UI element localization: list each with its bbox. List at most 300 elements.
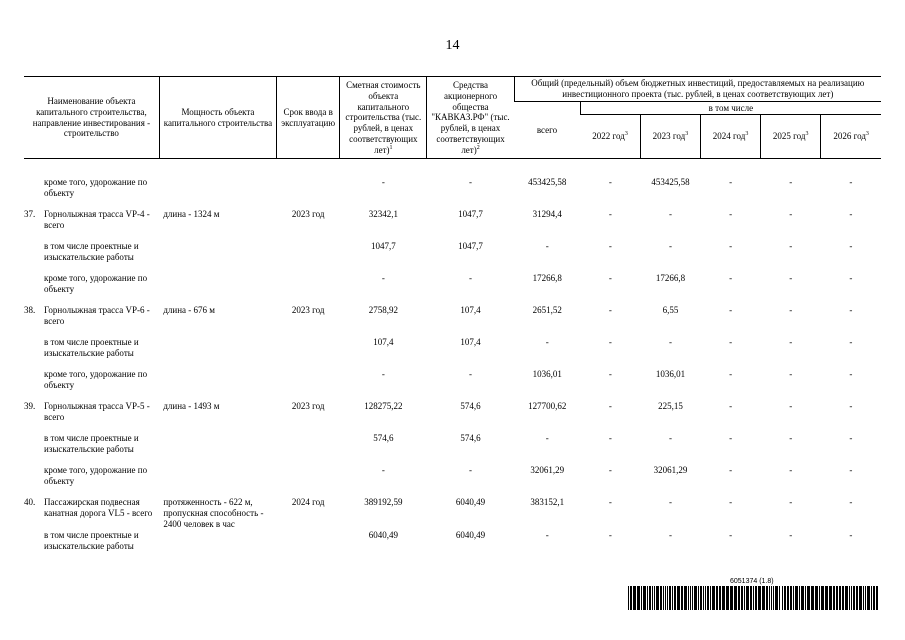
year-2024-cell: - bbox=[729, 401, 733, 412]
year-2025-cell: - bbox=[789, 305, 793, 316]
barcode-bar bbox=[790, 586, 792, 610]
barcode-bar bbox=[842, 586, 844, 610]
cost-cell: 389192,59 bbox=[364, 497, 403, 508]
capacity-cell bbox=[159, 530, 276, 562]
year-2024-cell: - bbox=[729, 529, 733, 540]
year-2022-cell: - bbox=[608, 177, 612, 188]
cost-cell: - bbox=[381, 273, 385, 284]
page-number: 14 bbox=[445, 38, 460, 53]
capacity-cell: длина - 676 м bbox=[163, 305, 215, 316]
year-2025-cell: - bbox=[789, 497, 793, 508]
capacity-cell: протяженность - 622 м, пропускная способность - 2400 человек в час bbox=[163, 497, 264, 529]
barcode-bar bbox=[845, 586, 848, 610]
cost-cell: - bbox=[381, 177, 385, 188]
table-row bbox=[24, 465, 881, 497]
barcode-bar bbox=[863, 586, 864, 610]
year-cell bbox=[277, 273, 340, 305]
year-2023-cell: 17266,8 bbox=[655, 273, 686, 284]
object-name: кроме того, удорожание по объекту bbox=[44, 369, 148, 391]
object-name-cell bbox=[24, 401, 159, 433]
year-2025-cell: - bbox=[789, 433, 793, 444]
object-name: в том числе проектные и изыскательские работы bbox=[44, 241, 139, 263]
year-cell bbox=[277, 530, 340, 562]
barcode-bar bbox=[738, 586, 740, 610]
barcode-bar bbox=[815, 586, 818, 610]
header-capacity: Мощность объекта капитального строительства bbox=[159, 77, 276, 159]
header-total-group: Общий (предельный) объем бюджетных инвестиций, предоставляемых на реализацию инвестиционного проекта (тыс. рублей, в ценах соответствующих лет) bbox=[514, 77, 881, 102]
year-2023-cell: - bbox=[668, 497, 672, 508]
year-2025-cell: - bbox=[789, 177, 793, 188]
header-year-2022 bbox=[580, 115, 640, 159]
barcode-bar bbox=[669, 586, 671, 610]
cost-cell: 1047,7 bbox=[370, 241, 396, 252]
header-year-2025 bbox=[761, 115, 821, 159]
table-row bbox=[24, 273, 881, 305]
row-number bbox=[24, 465, 44, 487]
header-year-label: 2023 год bbox=[652, 131, 686, 142]
barcode-bar bbox=[665, 586, 666, 610]
year-2024-cell: - bbox=[729, 337, 733, 348]
table-row bbox=[24, 530, 881, 562]
barcode-bar bbox=[688, 586, 689, 610]
year-cell bbox=[277, 177, 340, 209]
year-2026-cell: - bbox=[849, 305, 853, 316]
kavkaz-cell: 1047,7 bbox=[458, 209, 483, 220]
object-name: в том числе проектные и изыскательские работы bbox=[44, 529, 139, 551]
barcode-bar bbox=[871, 586, 872, 610]
barcode-bar bbox=[755, 586, 757, 610]
year-2026-cell: - bbox=[849, 465, 853, 476]
barcode-bar bbox=[746, 586, 749, 610]
cost-cell: 2758,92 bbox=[368, 305, 398, 316]
year-2024-cell: - bbox=[729, 465, 733, 476]
barcode-bar bbox=[865, 586, 866, 610]
year-2022-cell: - bbox=[608, 497, 612, 508]
cost-cell: 6040,49 bbox=[368, 529, 398, 540]
object-name-wrap bbox=[24, 465, 157, 487]
total-cell: 383152,1 bbox=[530, 497, 565, 508]
year-2023-cell: 6,55 bbox=[662, 305, 679, 316]
year-cell bbox=[277, 241, 340, 273]
object-name-wrap bbox=[24, 433, 157, 455]
barcode-bar bbox=[876, 586, 878, 610]
object-name-cell bbox=[24, 497, 159, 529]
total-cell: - bbox=[545, 529, 549, 540]
year-2025-cell: - bbox=[789, 209, 793, 220]
cost-cell: 128275,22 bbox=[364, 401, 403, 412]
capacity-cell bbox=[159, 177, 276, 209]
header-year-sup: 3 bbox=[745, 131, 749, 138]
barcode-bar bbox=[726, 586, 729, 610]
header-year-label: 2026 год bbox=[833, 131, 866, 142]
total-cell: 32061,29 bbox=[530, 465, 565, 476]
header-year-2024 bbox=[701, 115, 761, 159]
barcode-bar bbox=[663, 586, 664, 610]
row-number bbox=[24, 241, 44, 263]
object-name-cell bbox=[24, 530, 159, 562]
year-2022-cell: - bbox=[608, 209, 612, 220]
barcode-bar bbox=[712, 586, 715, 610]
barcode-bar bbox=[849, 586, 850, 610]
total-cell: - bbox=[545, 433, 549, 444]
header-year-sup: 3 bbox=[685, 131, 689, 138]
barcode-bar bbox=[707, 586, 709, 610]
row-number bbox=[24, 273, 44, 295]
barcode-bar bbox=[703, 586, 704, 610]
header-term: Срок ввода в эксплуатацию bbox=[277, 77, 340, 159]
row-number bbox=[24, 177, 44, 199]
object-name: кроме того, удорожание по объекту bbox=[44, 177, 148, 199]
year-2026-cell: - bbox=[849, 273, 853, 284]
object-name-wrap bbox=[24, 305, 157, 327]
barcode-bar bbox=[839, 586, 841, 610]
barcode-bar bbox=[753, 586, 754, 610]
object-name-wrap bbox=[24, 337, 157, 359]
year-cell bbox=[277, 337, 340, 369]
year-2026-cell: - bbox=[849, 337, 853, 348]
object-name: кроме того, удорожание по объекту bbox=[44, 273, 148, 295]
barcode-bar bbox=[667, 586, 668, 610]
barcode-image bbox=[628, 586, 879, 610]
object-name: кроме того, удорожание по объекту bbox=[44, 465, 148, 487]
barcode-bar bbox=[782, 586, 783, 610]
barcode-bar bbox=[773, 586, 774, 610]
barcode-bar bbox=[821, 586, 824, 610]
barcode-bar bbox=[684, 586, 687, 610]
year-cell: 2024 год bbox=[291, 497, 325, 508]
object-name-cell bbox=[24, 369, 159, 401]
barcode-bar bbox=[690, 586, 691, 610]
barcode-bar bbox=[811, 586, 814, 610]
year-cell bbox=[277, 433, 340, 465]
year-2023-cell: 225,15 bbox=[658, 401, 683, 412]
year-2026-cell: - bbox=[849, 401, 853, 412]
header-name: Наименование объекта капитального строительства, направление инвестирования - строительство bbox=[24, 77, 159, 159]
header-year-sup: 3 bbox=[624, 131, 628, 138]
header-kavkaz-text: Средства акционерного общества "КАВКАЗ.РФ" (тыс. рублей, в ценах соответствующих лет) bbox=[431, 79, 510, 155]
header-cost-sup: 1 bbox=[389, 144, 393, 151]
year-2022-cell: - bbox=[608, 529, 612, 540]
year-2024-cell: - bbox=[729, 305, 733, 316]
kavkaz-cell: 1047,7 bbox=[458, 241, 483, 252]
year-2024-cell: - bbox=[729, 241, 733, 252]
barcode-bar bbox=[672, 586, 673, 610]
barcode-bar bbox=[758, 586, 761, 610]
header-year-2026 bbox=[821, 115, 881, 159]
object-name: в том числе проектные и изыскательские работы bbox=[44, 337, 139, 359]
total-cell: 17266,8 bbox=[532, 273, 562, 284]
object-name-wrap bbox=[24, 497, 157, 519]
table-row bbox=[24, 241, 881, 273]
barcode-bar bbox=[859, 586, 862, 610]
row-number bbox=[24, 530, 44, 552]
cost-cell: 574,6 bbox=[373, 433, 394, 444]
object-name-cell bbox=[24, 305, 159, 337]
barcode-bar bbox=[873, 586, 875, 610]
year-2024-cell: - bbox=[729, 273, 733, 284]
object-name-wrap bbox=[24, 177, 157, 199]
cost-cell: 107,4 bbox=[373, 337, 394, 348]
total-cell: 127700,62 bbox=[528, 401, 567, 412]
capacity-cell bbox=[159, 241, 276, 273]
table-row bbox=[24, 337, 881, 369]
barcode-bar bbox=[787, 586, 789, 610]
barcode-bar bbox=[637, 586, 640, 610]
year-2026-cell: - bbox=[849, 209, 853, 220]
barcode-bar bbox=[722, 586, 725, 610]
object-name-wrap bbox=[24, 530, 157, 552]
table-header bbox=[24, 77, 881, 159]
kavkaz-cell: 107,4 bbox=[460, 305, 481, 316]
object-name-cell bbox=[24, 433, 159, 465]
header-year-label: 2022 год bbox=[592, 131, 625, 142]
year-2022-cell: - bbox=[608, 401, 612, 412]
year-cell bbox=[277, 465, 340, 497]
table-row bbox=[24, 177, 881, 209]
cost-cell: 32342,1 bbox=[368, 209, 398, 220]
barcode-bar bbox=[819, 586, 820, 610]
total-cell: 1036,01 bbox=[532, 369, 562, 380]
year-2026-cell: - bbox=[849, 433, 853, 444]
object-name-wrap bbox=[24, 401, 157, 423]
header-year-sup: 3 bbox=[865, 131, 869, 138]
total-cell: - bbox=[545, 241, 549, 252]
barcode-bar bbox=[801, 586, 804, 610]
year-2022-cell: - bbox=[608, 337, 612, 348]
barcode-bar bbox=[829, 586, 832, 610]
row-number bbox=[24, 433, 44, 455]
year-2025-cell: - bbox=[789, 529, 793, 540]
cost-cell: - bbox=[381, 369, 385, 380]
row-number: 40. bbox=[24, 497, 36, 508]
kavkaz-cell: - bbox=[469, 465, 473, 476]
barcode-bar bbox=[795, 586, 798, 610]
barcode-bar bbox=[853, 586, 855, 610]
year-2024-cell: - bbox=[729, 209, 733, 220]
barcode-bar bbox=[799, 586, 800, 610]
barcode-bar bbox=[775, 586, 778, 610]
barcode-bar bbox=[771, 586, 772, 610]
barcode-bar bbox=[641, 586, 642, 610]
barcode-bar bbox=[856, 586, 858, 610]
year-cell: 2023 год bbox=[291, 401, 325, 412]
year-2026-cell: - bbox=[849, 177, 853, 188]
barcode-bar bbox=[649, 586, 651, 610]
barcode-bar bbox=[656, 586, 659, 610]
object-name-cell bbox=[24, 241, 159, 273]
year-2025-cell: - bbox=[789, 337, 793, 348]
barcode-bar bbox=[674, 586, 676, 610]
year-2023-cell: - bbox=[668, 433, 672, 444]
barcode-bar bbox=[766, 586, 768, 610]
total-cell: - bbox=[545, 337, 549, 348]
object-name: Горнолыжная трасса VP-6 - всего bbox=[44, 305, 150, 327]
object-name: Горнолыжная трасса VP-4 - всего bbox=[44, 209, 150, 231]
year-2024-cell: - bbox=[729, 177, 733, 188]
kavkaz-cell: - bbox=[469, 177, 473, 188]
header-including: в том числе bbox=[580, 101, 881, 115]
year-2022-cell: - bbox=[608, 369, 612, 380]
year-2023-cell: - bbox=[668, 209, 672, 220]
barcode-bar bbox=[805, 586, 806, 610]
year-2023-cell: - bbox=[668, 337, 672, 348]
barcode-bar bbox=[681, 586, 683, 610]
total-cell: 31294,4 bbox=[532, 209, 562, 220]
year-cell: 2023 год bbox=[291, 305, 325, 316]
year-2026-cell: - bbox=[849, 369, 853, 380]
barcode-bar bbox=[750, 586, 752, 610]
year-2024-cell: - bbox=[729, 433, 733, 444]
total-cell: 453425,58 bbox=[528, 177, 567, 188]
year-2026-cell: - bbox=[849, 241, 853, 252]
table-row bbox=[24, 401, 881, 433]
kavkaz-cell: 6040,49 bbox=[455, 529, 486, 540]
table-row bbox=[24, 433, 881, 465]
row-number: 38. bbox=[24, 305, 36, 316]
barcode-bar bbox=[705, 586, 706, 610]
total-cell: 2651,52 bbox=[532, 305, 562, 316]
year-2023-cell: 32061,29 bbox=[653, 465, 688, 476]
barcode-bar bbox=[719, 586, 721, 610]
year-2023-cell: 1036,01 bbox=[655, 369, 686, 380]
barcode-bar bbox=[734, 586, 737, 610]
barcode-bar bbox=[784, 586, 786, 610]
header-cost-text: Сметная стоимость объекта капитального строительства (тыс. рублей, в ценах соответствующих лет) bbox=[345, 79, 422, 155]
table-body bbox=[24, 159, 881, 562]
barcode-bar bbox=[762, 586, 765, 610]
year-2025-cell: - bbox=[789, 401, 793, 412]
object-name-wrap bbox=[24, 241, 157, 263]
year-2025-cell: - bbox=[789, 273, 793, 284]
object-name-wrap bbox=[24, 369, 157, 391]
kavkaz-cell: 107,4 bbox=[460, 337, 481, 348]
barcode-bar bbox=[633, 586, 636, 610]
barcode-bar bbox=[744, 586, 745, 610]
budget-table bbox=[24, 76, 881, 562]
capacity-cell bbox=[159, 433, 276, 465]
object-name: в том числе проектные и изыскательские работы bbox=[44, 433, 139, 455]
object-name-cell bbox=[24, 273, 159, 305]
barcode-bar bbox=[836, 586, 838, 610]
barcode-bar bbox=[630, 586, 632, 610]
year-2022-cell: - bbox=[608, 305, 612, 316]
year-2022-cell: - bbox=[608, 273, 612, 284]
capacity-cell: длина - 1324 м bbox=[163, 209, 220, 220]
object-name-cell bbox=[24, 337, 159, 369]
kavkaz-cell: 6040,49 bbox=[455, 497, 486, 508]
header-kavkaz bbox=[427, 77, 514, 159]
barcode-bar bbox=[698, 586, 699, 610]
header-year-label: 2025 год bbox=[772, 131, 806, 142]
object-name-cell bbox=[24, 209, 159, 241]
spacer-row bbox=[24, 159, 881, 178]
barcode-bar bbox=[851, 586, 852, 610]
barcode-bar bbox=[692, 586, 693, 610]
header-cost bbox=[340, 77, 427, 159]
table-row bbox=[24, 209, 881, 241]
year-2026-cell: - bbox=[849, 529, 853, 540]
barcode-bar bbox=[730, 586, 733, 610]
barcode-bar bbox=[833, 586, 835, 610]
year-cell: 2023 год bbox=[291, 209, 325, 220]
kavkaz-cell: 574,6 bbox=[460, 433, 481, 444]
table-row bbox=[24, 497, 881, 529]
capacity-cell: длина - 1493 м bbox=[163, 401, 220, 412]
barcode-bar bbox=[793, 586, 794, 610]
barcode-bar bbox=[807, 586, 810, 610]
row-number: 39. bbox=[24, 401, 36, 412]
barcode-bar bbox=[694, 586, 697, 610]
barcode-bar bbox=[700, 586, 702, 610]
row-number bbox=[24, 337, 44, 359]
capacity-cell bbox=[159, 337, 276, 369]
object-name-cell bbox=[24, 465, 159, 497]
kavkaz-cell: - bbox=[469, 369, 473, 380]
barcode-label: 6051374 (1.8) bbox=[730, 578, 774, 585]
header-year-label: 2024 год bbox=[712, 131, 746, 142]
barcode-bar bbox=[769, 586, 770, 610]
year-2023-cell: 453425,58 bbox=[651, 177, 690, 188]
year-2023-cell: - bbox=[668, 529, 672, 540]
barcode-bar bbox=[867, 586, 870, 610]
barcode-bar bbox=[654, 586, 655, 610]
object-name-wrap bbox=[24, 273, 157, 295]
header-total: всего bbox=[514, 101, 580, 159]
year-cell bbox=[277, 369, 340, 401]
table-row bbox=[24, 369, 881, 401]
capacity-cell bbox=[159, 369, 276, 401]
row-number: 37. bbox=[24, 209, 36, 220]
row-number bbox=[24, 369, 44, 391]
barcode-bar bbox=[677, 586, 680, 610]
year-2024-cell: - bbox=[729, 369, 733, 380]
year-2022-cell: - bbox=[608, 465, 612, 476]
year-2022-cell: - bbox=[608, 241, 612, 252]
object-name-wrap bbox=[24, 209, 157, 231]
year-2026-cell: - bbox=[849, 497, 853, 508]
year-2025-cell: - bbox=[789, 465, 793, 476]
barcode-bar bbox=[628, 586, 629, 610]
header-year-2023 bbox=[640, 115, 700, 159]
cost-cell: - bbox=[381, 465, 385, 476]
header-kavkaz-sup: 2 bbox=[476, 144, 480, 151]
spacer-cell bbox=[24, 159, 881, 178]
kavkaz-cell: - bbox=[469, 273, 473, 284]
table-row bbox=[24, 305, 881, 337]
barcode-bar bbox=[660, 586, 662, 610]
barcode-bar bbox=[652, 586, 653, 610]
year-2022-cell: - bbox=[608, 433, 612, 444]
object-name-cell bbox=[24, 177, 159, 209]
barcode-bar bbox=[741, 586, 743, 610]
kavkaz-cell: 574,6 bbox=[460, 401, 481, 412]
year-2023-cell: - bbox=[668, 241, 672, 252]
barcode-bar bbox=[643, 586, 646, 610]
object-name: Горнолыжная трасса VP-5 - всего bbox=[44, 401, 150, 423]
year-2024-cell: - bbox=[729, 497, 733, 508]
year-2025-cell: - bbox=[789, 241, 793, 252]
capacity-cell bbox=[159, 465, 276, 497]
barcode-bar bbox=[710, 586, 711, 610]
year-2025-cell: - bbox=[789, 369, 793, 380]
barcode-bar bbox=[716, 586, 718, 610]
header-year-sup: 3 bbox=[805, 131, 809, 138]
capacity-cell bbox=[159, 273, 276, 305]
object-name: Пассажирская подвесная канатная дорога VL5 - всего bbox=[44, 497, 153, 519]
barcode-bar bbox=[825, 586, 828, 610]
barcode-bar bbox=[779, 586, 780, 610]
barcode-bar bbox=[647, 586, 648, 610]
